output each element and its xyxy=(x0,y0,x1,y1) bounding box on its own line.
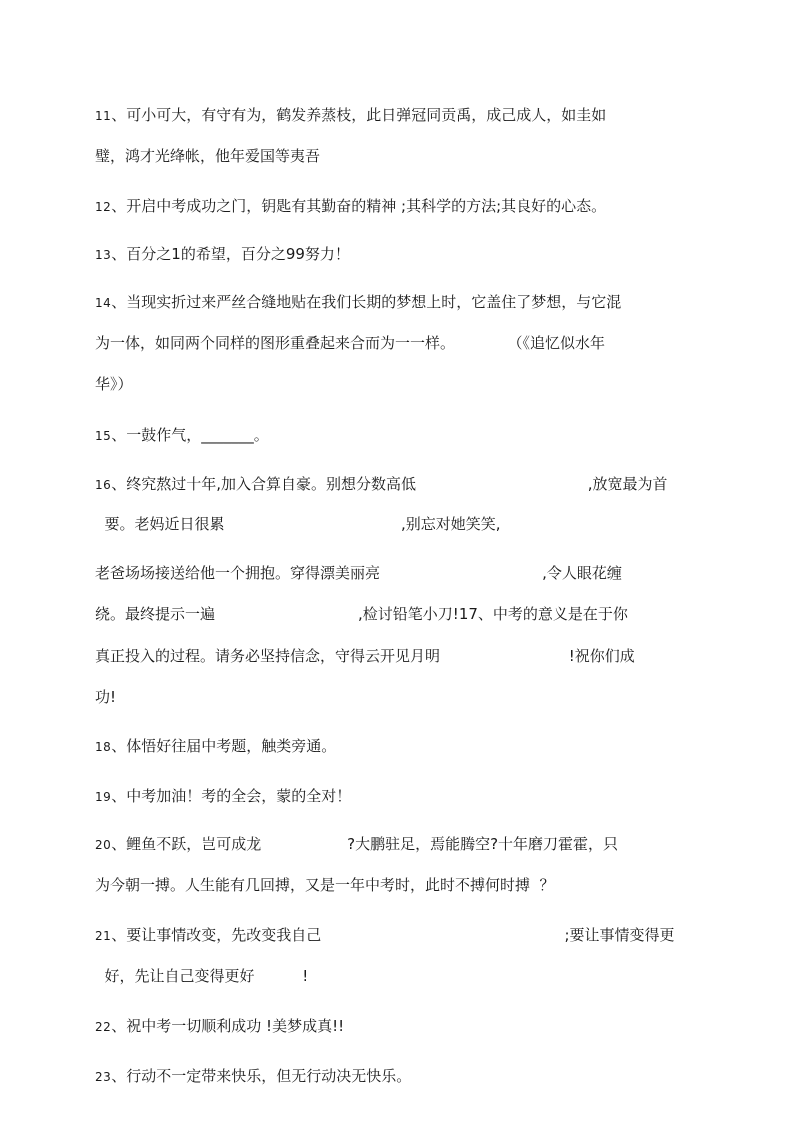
item-text: 、开启中考成功之门，钥匙有其勤奋的精神 ;其科学的方法;其良好的心态。 xyxy=(111,197,607,215)
item-number: 16 xyxy=(95,478,112,492)
item-16-line-1 xyxy=(95,474,667,495)
item-text: 要。老妈近日很累 ,别忘对她笑笑, xyxy=(95,515,501,533)
item-text: 功! xyxy=(95,688,117,706)
item-21-line-1 xyxy=(95,925,675,946)
item-number: 14 xyxy=(95,296,112,310)
item-number: 23 xyxy=(95,1070,112,1084)
item-text: 为一体，如同两个同样的图形重叠起来合而为一一样。 （《追忆似水年 xyxy=(95,334,605,352)
item-text: 、体悟好往届中考题，触类旁通。 xyxy=(111,737,337,755)
item-text: 璧，鸿才光绛帐，他年爱国等夷吾 xyxy=(95,147,321,165)
item-text: 、当现实折过来严丝合缝地贴在我们长期的梦想上时，它盖住了梦想，与它混 xyxy=(111,293,622,311)
item-text: 老爸场场接送给他一个拥抱。穿得漂美丽亮 ,令人眼花缠 xyxy=(95,564,622,582)
item-number: 19 xyxy=(95,790,112,804)
item-text: 华》） xyxy=(95,375,133,393)
item-16-line-4 xyxy=(95,604,628,624)
item-text: 、鲤鱼不跃，岂可成龙 ?大鹏驻足，焉能腾空?十年磨刀霍霍，只 xyxy=(111,835,619,853)
item-16-line-5 xyxy=(95,646,635,666)
item-number: 22 xyxy=(95,1020,112,1034)
item-13-line-1 xyxy=(95,244,350,265)
item-text: 、一鼓作气，_______。 xyxy=(111,426,269,444)
item-23-line-1 xyxy=(95,1066,411,1087)
item-text: 、可小可大，有守有为，鹤发养蒸枝，此日弹冠同贡禹，成己成人，如圭如 xyxy=(111,106,607,124)
item-20-line-2 xyxy=(95,875,555,895)
item-text: 真正投入的过程。请务必坚持信念，守得云开见月明 !祝你们成 xyxy=(95,647,635,665)
item-number: 13 xyxy=(95,248,112,262)
item-15-line-1 xyxy=(95,425,269,446)
item-number: 12 xyxy=(95,200,112,214)
item-11-line-2 xyxy=(95,146,320,166)
item-text: 、要让事情改变，先改变我自己 ;要让事情变得更 xyxy=(111,926,675,944)
item-11-line-1 xyxy=(95,105,606,126)
item-text: 、终究熬过十年,加入合算自豪。别想分数高低 ,放宽最为首 xyxy=(111,475,668,493)
item-18-line-1 xyxy=(95,736,336,757)
item-number: 18 xyxy=(95,740,112,754)
item-16-line-3 xyxy=(95,563,622,583)
item-number: 15 xyxy=(95,429,112,443)
item-14-line-2 xyxy=(95,333,605,353)
item-text: 、中考加油！考的全会，蒙的全对！ xyxy=(111,787,352,805)
item-text: 、行动不一定带来快乐，但无行动决无快乐。 xyxy=(111,1067,412,1085)
item-text: 、祝中考一切顺利成功 !美梦成真!! xyxy=(111,1017,345,1035)
item-16-line-2 xyxy=(95,514,501,534)
item-19-line-1 xyxy=(95,786,351,807)
item-text: 绕。最终提示一遍 ,检讨铅笔小刀!17、中考的意义是在于你 xyxy=(95,605,628,623)
item-number: 11 xyxy=(95,109,112,123)
item-text: 、百分之1的希望，百分之99努力！ xyxy=(111,245,350,263)
item-22-line-1 xyxy=(95,1016,344,1037)
item-text: 好，先让自己变得更好 ! xyxy=(95,967,309,985)
item-21-line-2 xyxy=(95,966,308,986)
item-14-line-1 xyxy=(95,292,621,313)
item-text: 为今朝一搏。人生能有几回搏，又是一年中考时，此时不搏何时搏 ？ xyxy=(95,876,555,894)
item-14-line-3 xyxy=(95,374,133,394)
item-20-line-1 xyxy=(95,834,618,855)
item-number: 20 xyxy=(95,838,112,852)
item-12-line-1 xyxy=(95,196,606,217)
item-16-line-6 xyxy=(95,687,116,707)
item-number: 21 xyxy=(95,929,112,943)
